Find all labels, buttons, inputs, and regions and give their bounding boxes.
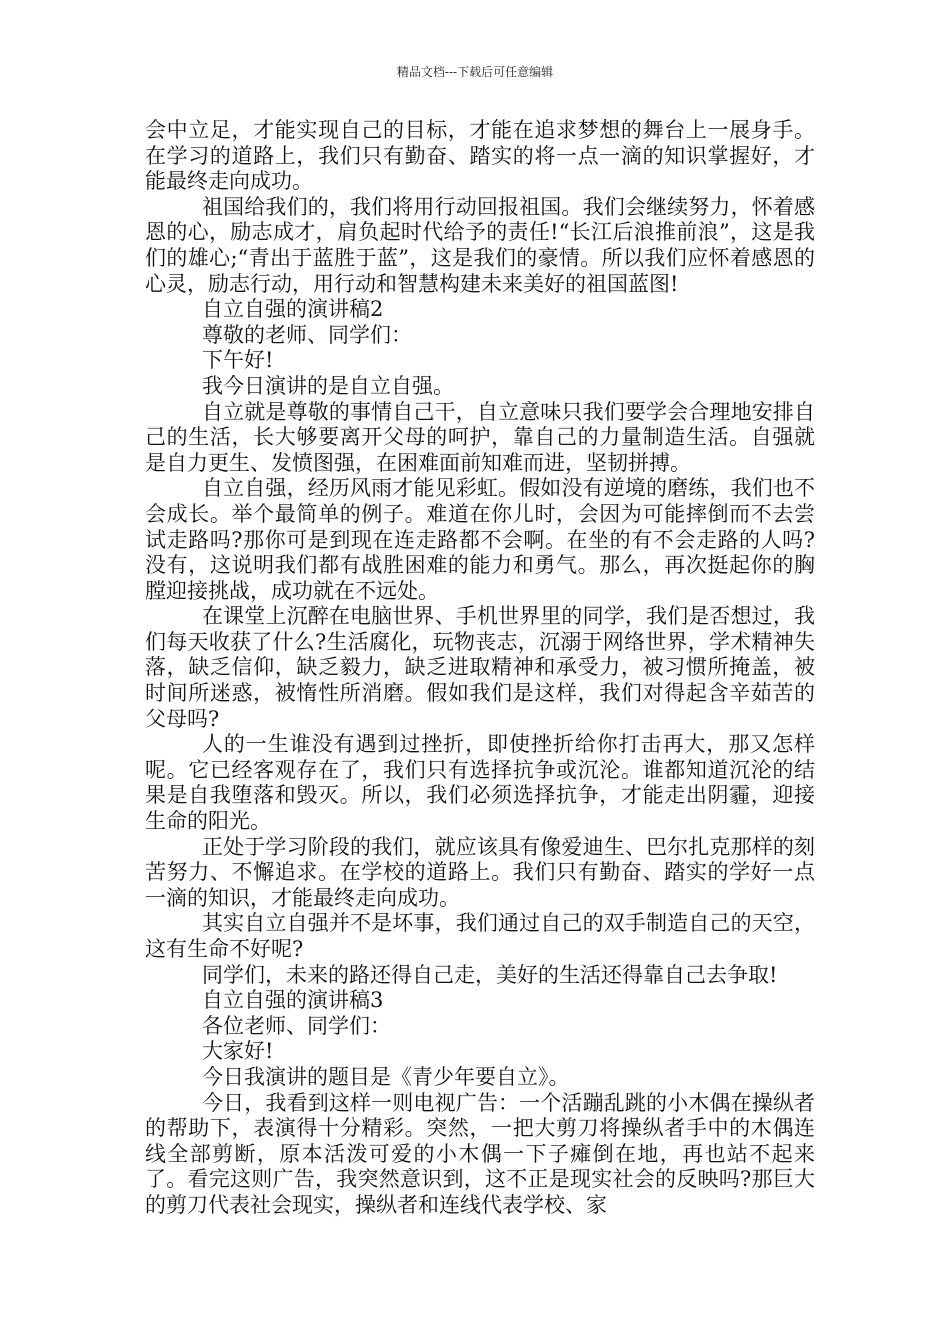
section-title-3: 自立自强的演讲稿3 [202,988,384,1013]
paragraph: 我今日演讲的是自立自强。 [202,373,454,398]
paragraph: 其实自立自强并不是坏事，我们通过自己的双手制造自己的天空，这有生命不好呢? [145,911,815,961]
section-title-2: 自立自强的演讲稿2 [202,297,384,322]
paragraph: 今日，我看到这样一则电视广告：一个活蹦乱跳的小木偶在操纵者的帮助下，表演得十分精彩。突然，一把大剪刀将操纵者手中的木偶连线全部剪断，原本活泼可爱的小木偶一下子瘫倒在地，再也站不起来了。看完这则广告，我突然意识到，这不正是现实社会的反映吗?那巨大的剪刀代表社会现实，操纵者和连线代表学校、家 [145,1090,815,1217]
paragraph: 在课堂上沉醉在电脑世界、手机世界里的同学，我们是否想过，我们每天收获了什么?生活腐化，玩物丧志，沉溺于网络世界，学术精神失落，缺乏信仰，缺乏毅力，缺乏进取精神和承受力，被习惯所掩盖，被时间所迷惑，被惰性所消磨。假如我们是这样，我们对得起含辛茹苦的父母吗? [145,604,815,731]
paragraph: 同学们，未来的路还得自己走，美好的生活还得靠自己去争取! [202,962,778,987]
greeting: 下午好! [202,348,274,373]
greeting: 大家好! [202,1039,274,1064]
paragraph: 自立就是尊敬的事情自己干，自立意味只我们要学会合理地安排自己的生活，长大够要离开父母的呵护，靠自己的力量制造生活。自强就是自力更生、发愤图强，在困难面前知难而进，坚韧拼搏。 [145,399,815,475]
paragraph: 正处于学习阶段的我们，就应该具有像爱迪生、巴尔扎克那样的刻苦努力、不懈追求。在学校的道路上。我们只有勤奋、踏实的学好一点一滴的知识，才能最终走向成功。 [145,834,815,910]
salutation: 尊敬的老师、同学们： [202,322,412,347]
paragraph: 祖国给我们的，我们将用行动回报祖国。我们会继续努力，怀着感恩的心，励志成才，肩负起时代给予的责任!“长江后浪推前浪”，这是我们的雄心;“青出于蓝胜于蓝”，这是我们的豪情。所以我们应怀着感恩的心灵，励志行动，用行动和智慧构建未来美好的祖国蓝图! [145,194,815,296]
paragraph-continuation: 会中立足，才能实现自己的目标，才能在追求梦想的舞台上一展身手。在学习的道路上，我们只有勤奋、踏实的将一点一滴的知识掌握好，才能最终走向成功。 [145,118,815,194]
page-header: 精品文档---下载后可任意编辑 [396,65,554,79]
document-body [145,118,815,1219]
paragraph: 今日我演讲的题目是《青少年要自立》。 [202,1064,570,1089]
paragraph: 人的一生谁没有遇到过挫折，即使挫折给你打击再大，那又怎样呢。它已经客观存在了，我们只有选择抗争或沉沦。谁都知道沉沦的结果是自我堕落和毁灭。所以，我们必须选择抗争，才能走出阴霾，迎接生命的阳光。 [145,732,815,834]
salutation: 各位老师、同学们： [202,1013,391,1038]
paragraph: 自立自强，经历风雨才能见彩虹。假如没有逆境的磨练，我们也不会成长。举个最简单的例子。难道在你儿时，会因为可能摔倒而不去尝试走路吗?那你可是到现在连走路都不会啊。在坐的有不会走路的人吗?没有，这说明我们都有战胜困难的能力和勇气。那么，再次挺起你的胸膛迎接挑战，成功就在不远处。 [145,476,815,603]
